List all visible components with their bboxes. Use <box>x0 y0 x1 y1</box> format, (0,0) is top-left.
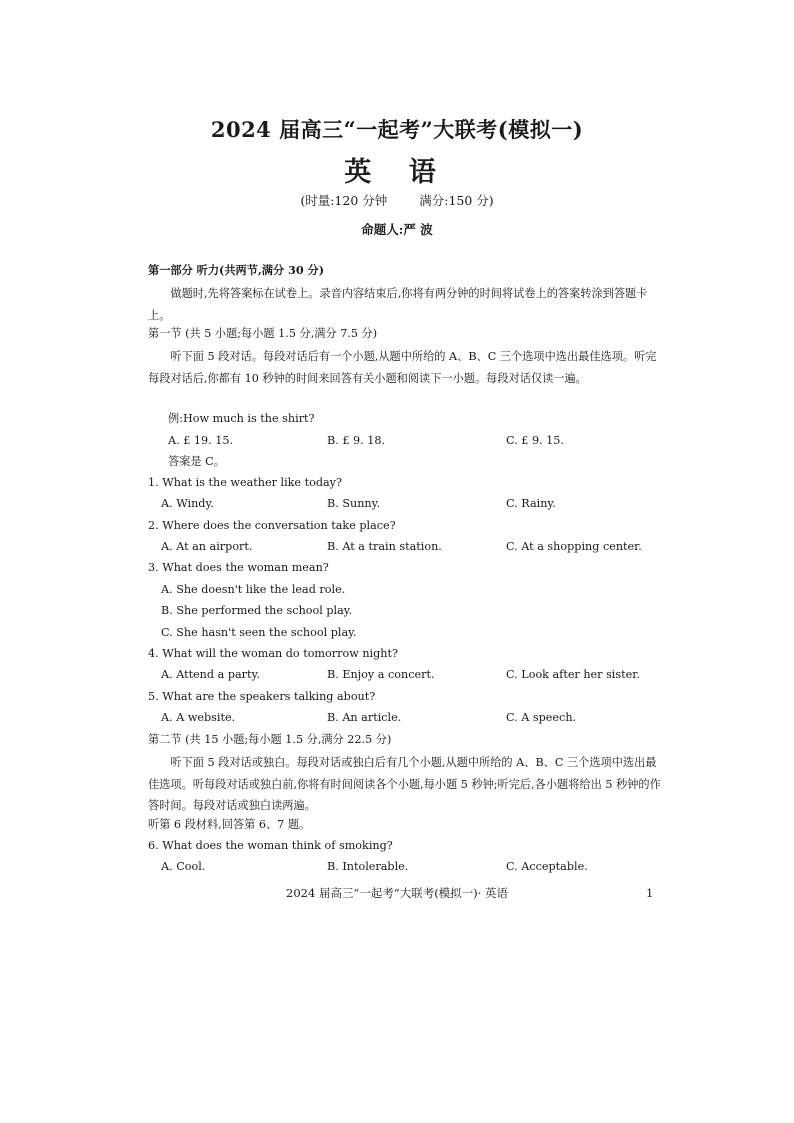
example-question: 例:How much is the shirt? <box>168 412 315 425</box>
q6-option-a: A. Cool. <box>161 860 206 873</box>
q6-option-b: B. Intolerable. <box>327 860 409 873</box>
full-score: 满分:150 分) <box>419 193 494 208</box>
example-option-b: B. £ 9. 18. <box>327 434 386 447</box>
q2-option-c: C. At a shopping center. <box>506 540 642 553</box>
subject-title: 英 语 <box>344 157 450 188</box>
page-footer: 2024 届高三“一起考”大联考(模拟一)· 英语 <box>286 886 508 900</box>
q3-option-a: A. She doesn't like the lead role. <box>161 583 346 596</box>
q2-option-a: A. At an airport. <box>161 540 253 553</box>
question-2: 2. Where does the conversation take place? <box>148 519 396 532</box>
question-5: 5. What are the speakers talking about? <box>148 690 376 703</box>
q6-option-c: C. Acceptable. <box>506 860 588 873</box>
part1-instruction: 做题时,先将答案标在试卷上。录音内容结束后,你将有两分钟的时间将试卷上的答案转涂到答题卡上。 <box>148 287 648 322</box>
time-score-info <box>0 193 794 209</box>
q5-option-c: C. A speech. <box>506 711 577 724</box>
q5-option-a: A. A website. <box>161 711 236 724</box>
page-number: 1 <box>646 886 654 900</box>
author: 命题人:严 波 <box>361 222 433 237</box>
section1-heading: 第一节 (共 5 小题;每小题 1.5 分,满分 7.5 分) <box>148 327 378 340</box>
example-answer: 答案是 C。 <box>168 455 225 468</box>
section2-heading: 第二节 (共 15 小题;每小题 1.5 分,满分 22.5 分) <box>148 733 392 746</box>
q5-option-b: B. An article. <box>327 711 402 724</box>
q1-option-c: C. Rainy. <box>506 497 556 510</box>
q1-option-a: A. Windy. <box>161 497 214 510</box>
q4-option-b: B. Enjoy a concert. <box>327 668 435 681</box>
question-4: 4. What will the woman do tomorrow night? <box>148 647 398 660</box>
q3-option-b: B. She performed the school play. <box>161 604 353 617</box>
material-note: 听第 6 段材料,回答第 6、7 题。 <box>148 818 311 831</box>
question-1: 1. What is the weather like today? <box>148 476 342 489</box>
question-3: 3. What does the woman mean? <box>148 561 329 574</box>
example-option-c: C. £ 9. 15. <box>506 434 564 447</box>
exam-title: 2024 届高三“一起考”大联考(模拟一) <box>210 117 584 142</box>
q3-option-c: C. She hasn't seen the school play. <box>161 626 357 639</box>
part1-heading: 第一部分 听力(共两节,满分 30 分) <box>148 263 324 277</box>
q4-option-c: C. Look after her sister. <box>506 668 640 681</box>
question-6: 6. What does the woman think of smoking? <box>148 839 393 852</box>
section1-instruction: 听下面 5 段对话。每段对话后有一个小题,从题中所给的 A、B、C 三个选项中选出最佳选项。听完每段对话后,你都有 10 秒钟的时间来回答有关小题和阅读下一小题。每段对话仅读一遍。 <box>148 350 657 385</box>
q1-option-b: B. Sunny. <box>327 497 381 510</box>
q2-option-b: B. At a train station. <box>327 540 442 553</box>
example-option-a: A. £ 19. 15. <box>168 434 234 447</box>
section2-instruction: 听下面 5 段对话或独白。每段对话或独白后有几个小题,从题中所给的 A、B、C 三个选项中选出最佳选项。听每段对话或独白前,你将有时间阅读各个小题,每小题 5 秒钟;听完后,各小题将给出 5 秒钟的作答时间。每段对话或独白读两遍。 <box>148 756 661 812</box>
q4-option-a: A. Attend a party. <box>161 668 260 681</box>
time-limit: (时量:120 分钟 <box>300 193 388 208</box>
